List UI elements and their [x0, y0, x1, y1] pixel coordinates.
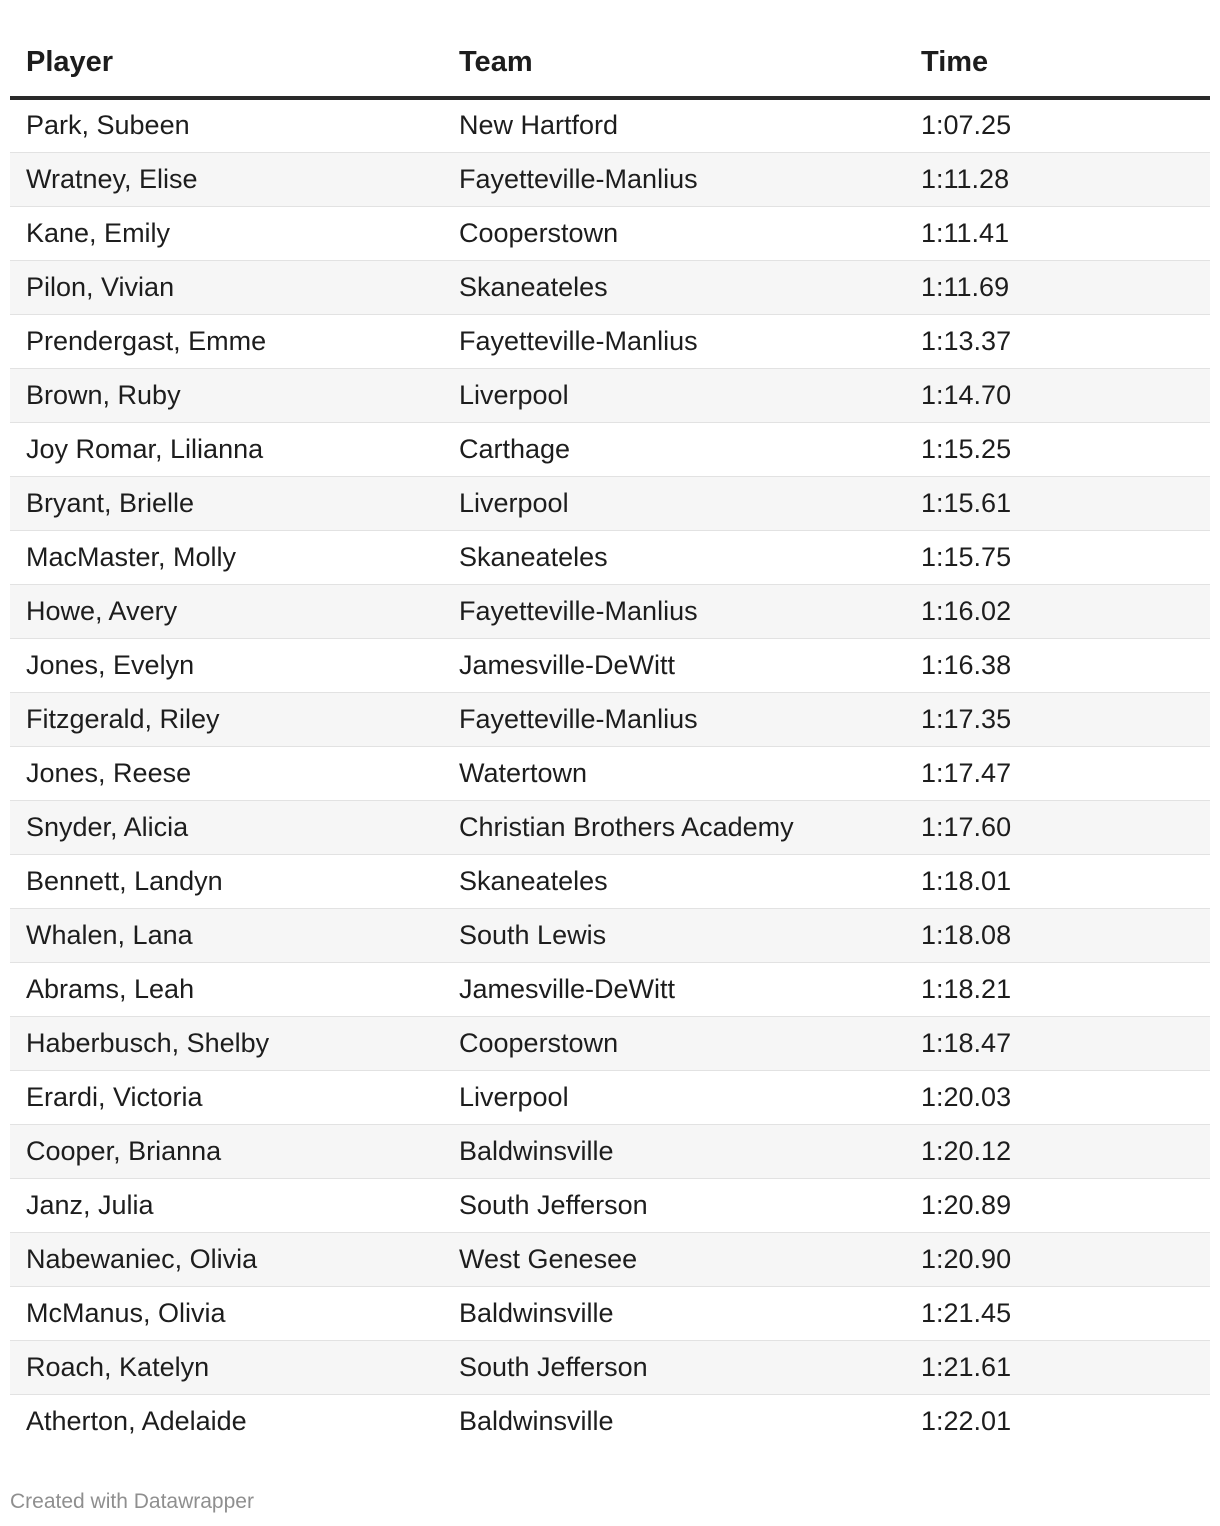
- cell-team: Liverpool: [443, 476, 905, 530]
- table-row: [10, 584, 1210, 638]
- cell-time: 1:11.28: [905, 152, 1210, 206]
- cell-time: 1:20.90: [905, 1232, 1210, 1286]
- table-row: [10, 1286, 1210, 1340]
- cell-team: Fayetteville-Manlius: [443, 152, 905, 206]
- cell-time: 1:16.38: [905, 638, 1210, 692]
- cell-team: Baldwinsville: [459, 1405, 614, 1436]
- table-row: [10, 1178, 1210, 1232]
- cell-player: Park, Subeen: [10, 98, 443, 152]
- table-row: [10, 152, 1210, 206]
- table-row: [10, 422, 1210, 476]
- cell-team: Liverpool: [443, 1070, 905, 1124]
- cell-player: Whalen, Lana: [10, 908, 443, 962]
- cell-team: Christian Brothers Academy: [443, 800, 905, 854]
- cell-team: Skaneateles: [443, 530, 905, 584]
- table-row: [10, 1016, 1210, 1070]
- cell-team: Cooperstown: [443, 206, 905, 260]
- table-row: [10, 206, 1210, 260]
- cell-team: Watertown: [443, 746, 905, 800]
- cell-player: Prendergast, Emme: [10, 314, 443, 368]
- cell-time: 1:15.25: [905, 422, 1210, 476]
- cell-player: Jones, Reese: [10, 746, 443, 800]
- cell-player: Janz, Julia: [10, 1178, 443, 1232]
- cell-team: Fayetteville-Manlius: [443, 314, 905, 368]
- cell-time: 1:21.45: [905, 1286, 1210, 1340]
- cell-time: 1:18.47: [905, 1016, 1210, 1070]
- cell-player: Pilon, Vivian: [10, 260, 443, 314]
- cell-player: Fitzgerald, Riley: [10, 692, 443, 746]
- table-row: [10, 368, 1210, 422]
- cell-time: 1:18.01: [905, 854, 1210, 908]
- table-row: [10, 854, 1210, 908]
- table-row: [10, 1394, 1210, 1448]
- table-row: [10, 314, 1210, 368]
- table-row: [10, 98, 1210, 152]
- column-header-player: Player: [10, 28, 443, 98]
- table-row: [10, 476, 1210, 530]
- cell-team: Jamesville-DeWitt: [443, 638, 905, 692]
- table-row: [10, 1070, 1210, 1124]
- table-row: [10, 260, 1210, 314]
- cell-player: Jones, Evelyn: [10, 638, 443, 692]
- cell-team: Jamesville-DeWitt: [443, 962, 905, 1016]
- cell-player: Haberbusch, Shelby: [10, 1016, 443, 1070]
- cell-time: 1:21.61: [905, 1340, 1210, 1394]
- table-row: [10, 800, 1210, 854]
- cell-team: Liverpool: [443, 368, 905, 422]
- cell-player: Atherton, Adelaide: [26, 1405, 247, 1436]
- cell-time: 1:18.08: [905, 908, 1210, 962]
- cell-player: Snyder, Alicia: [10, 800, 443, 854]
- cell-player: Erardi, Victoria: [10, 1070, 443, 1124]
- cell-team: Skaneateles: [443, 854, 905, 908]
- results-table-container: [10, 28, 1210, 1448]
- cell-team: Skaneateles: [443, 260, 905, 314]
- cell-team: South Lewis: [443, 908, 905, 962]
- cell-team: West Genesee: [443, 1232, 905, 1286]
- cell-player: Cooper, Brianna: [10, 1124, 443, 1178]
- cell-team: South Jefferson: [443, 1178, 905, 1232]
- cell-team: Cooperstown: [443, 1016, 905, 1070]
- cell-time: 1:16.02: [905, 584, 1210, 638]
- cell-team: New Hartford: [443, 98, 905, 152]
- cell-time: 1:15.61: [905, 476, 1210, 530]
- column-header-team: Team: [443, 28, 905, 98]
- table-row: [10, 530, 1210, 584]
- cell-player: Nabewaniec, Olivia: [10, 1232, 443, 1286]
- cell-time: 1:20.03: [905, 1070, 1210, 1124]
- table-body: [10, 98, 1210, 1448]
- cell-team: Baldwinsville: [443, 1124, 905, 1178]
- cell-team: South Jefferson: [443, 1340, 905, 1394]
- cell-player: Bryant, Brielle: [10, 476, 443, 530]
- table-row: [10, 908, 1210, 962]
- column-header-time: Time: [905, 28, 1210, 98]
- table-row: [10, 1124, 1210, 1178]
- cell-player: Bennett, Landyn: [10, 854, 443, 908]
- datawrapper-credit: Created with Datawrapper: [10, 1490, 254, 1513]
- cell-team: Fayetteville-Manlius: [443, 584, 905, 638]
- cell-player: Joy Romar, Lilianna: [10, 422, 443, 476]
- cell-team: Carthage: [443, 422, 905, 476]
- table-row: [10, 638, 1210, 692]
- cell-player: Roach, Katelyn: [10, 1340, 443, 1394]
- cell-player: Brown, Ruby: [10, 368, 443, 422]
- cell-time: 1:17.60: [905, 800, 1210, 854]
- results-table: [10, 28, 1210, 1448]
- cell-time: 1:14.70: [905, 368, 1210, 422]
- cell-time: 1:11.41: [905, 206, 1210, 260]
- cell-team: Fayetteville-Manlius: [443, 692, 905, 746]
- table-row: [10, 962, 1210, 1016]
- cell-player: Wratney, Elise: [10, 152, 443, 206]
- table-row: [10, 1340, 1210, 1394]
- cell-time: 1:20.89: [905, 1178, 1210, 1232]
- cell-time: 1:17.47: [905, 746, 1210, 800]
- cell-time: 1:11.69: [905, 260, 1210, 314]
- table-header: [10, 28, 1210, 98]
- cell-time: 1:13.37: [905, 314, 1210, 368]
- cell-player: McManus, Olivia: [10, 1286, 443, 1340]
- header-row: [10, 28, 1210, 98]
- cell-time: 1:17.35: [905, 692, 1210, 746]
- cell-player: Kane, Emily: [10, 206, 443, 260]
- cell-player: MacMaster, Molly: [10, 530, 443, 584]
- cell-time: 1:22.01: [921, 1405, 1012, 1436]
- table-row: [10, 692, 1210, 746]
- cell-player: Abrams, Leah: [10, 962, 443, 1016]
- table-row: [10, 1232, 1210, 1286]
- cell-player: Howe, Avery: [10, 584, 443, 638]
- cell-time: 1:20.12: [905, 1124, 1210, 1178]
- cell-team: Baldwinsville: [443, 1286, 905, 1340]
- cell-time: 1:07.25: [905, 98, 1210, 152]
- table-row: [10, 746, 1210, 800]
- cell-time: 1:15.75: [905, 530, 1210, 584]
- cell-time: 1:18.21: [905, 962, 1210, 1016]
